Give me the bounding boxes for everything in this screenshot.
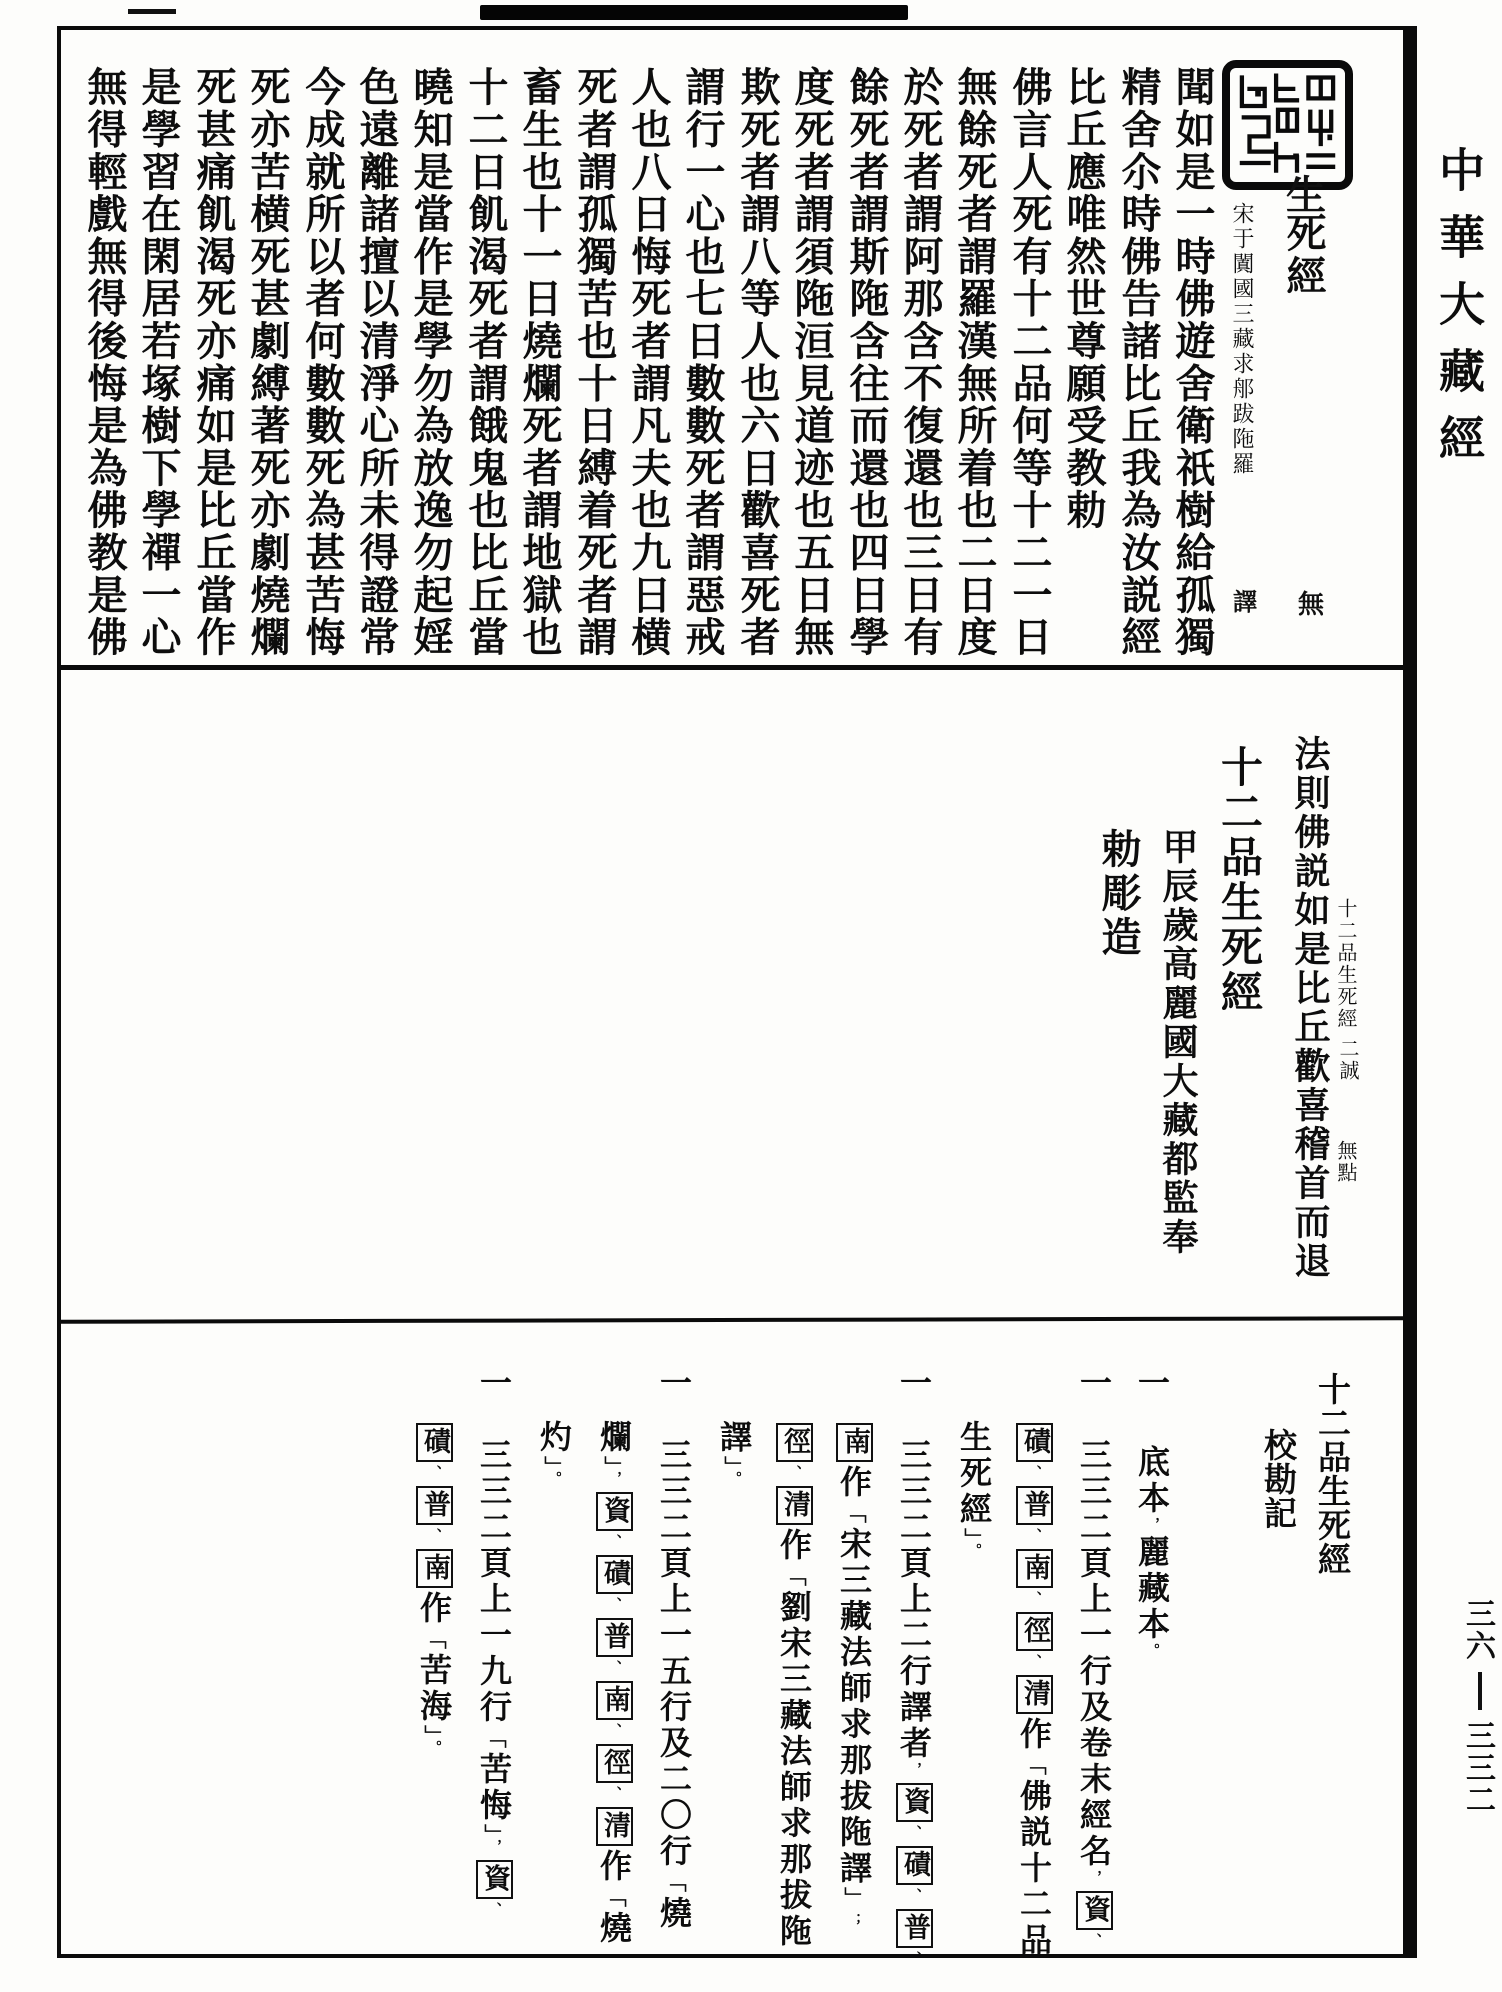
collation-note-column: 南作「宋三藏法師求那拔陁譯」；: [838, 1420, 870, 1931]
sutra-text-column: 無得輕戲無得後悔是為佛教是佛: [81, 66, 128, 659]
sutra-text-column: 欺死者謂八等人也六日歡喜死者: [734, 66, 781, 659]
collation-note-column: 底本，麗藏本。: [1133, 1445, 1171, 1661]
collation-note-column: 生死經」。: [955, 1420, 993, 1561]
sutra-text-column: 精舍尒時佛告諸比丘我為汝説經: [1115, 66, 1162, 659]
collation-note-column: 灼」。: [535, 1420, 573, 1489]
collation-subtitle: 校勘記: [1259, 1428, 1298, 1530]
section-divider-top: [61, 665, 1403, 670]
sutra-text-column: 人也八日悔死者謂凡夫也九日横: [625, 66, 672, 659]
collation-note-column: 三三二頁上一行及卷末經名，資、: [1075, 1438, 1113, 1951]
sutra-title-column: 死經: [1280, 212, 1327, 298]
sutra-text-column: 是學習在閑居若塚樹下學禪一心: [135, 66, 182, 659]
sutra-text-column: 畜生也十一日燒爛死者謂地獄也: [516, 66, 563, 659]
note-marker: 一: [1133, 1366, 1171, 1398]
sutra-text-column: 今成就所以者何數數死為甚苦悔: [299, 66, 346, 659]
sutra-text-column: 曉知是當作是學勿為放逸勿起婬: [407, 66, 454, 659]
sutra-text-column: 無餘死者謂羅漢無所着也二日度: [951, 66, 998, 659]
closing-line-column: 法則佛説如是比丘歡喜稽首而退: [1289, 735, 1331, 1281]
scan-artifact-streak: [128, 9, 176, 14]
end-title-column: 十二品生死經: [1215, 745, 1264, 1015]
collation-note-column: 三三二頁上二行譯者，資、磧、普、: [895, 1438, 933, 1969]
sutra-text-column: 佛言人死有十二品何等十二一日: [1006, 66, 1053, 659]
sutra-text-column: 聞如是一時佛遊舍衛祇樹給孤獨: [1169, 66, 1216, 659]
translator-column: 宋于闐國三藏求郍跋陁羅: [1229, 202, 1254, 477]
note-marker: 一: [1075, 1366, 1113, 1398]
collation-title: 十二品生死經: [1313, 1372, 1352, 1576]
collation-note-column: 爛」，資、磧、普、南、徑、清作「燒: [595, 1420, 633, 1947]
sutra-text-column: 度死者謂須陁洹見道迹也五日無: [788, 66, 835, 659]
page-number: 三三二: [1460, 1720, 1495, 1816]
sutra-text-column: 十二日飢渴死者謂餓鬼也比丘當: [462, 66, 509, 659]
marginal-note-extra: 無點: [1334, 1140, 1358, 1184]
sutra-text-column: 色遠離諸擅以清淨心所未得證常: [353, 66, 400, 659]
note-marker: 一: [475, 1366, 513, 1398]
collation-note-column: 磧、普、南、徑、清作「佛説十二品: [1018, 1420, 1050, 1959]
sutra-text-column: 於死者謂阿那含不復還也三日有: [897, 66, 944, 659]
page-number-dash: [1478, 1672, 1482, 1710]
colophon-column: 甲辰歲高麗國大藏都監奉: [1157, 828, 1199, 1257]
sutra-text-column: 謂行一心也七日數數死者謂惡戒: [679, 66, 726, 659]
note-marker: 一: [895, 1366, 933, 1398]
note-marker: 一: [655, 1366, 693, 1398]
collation-note-column: 徑、清作「劉宋三藏法師求那拔陁: [778, 1420, 810, 1950]
translator-role-char: 譯: [1233, 587, 1257, 616]
collation-note-column: 三三二頁上一五行及二〇行「燒: [655, 1438, 693, 1932]
title-obscured-char: 生: [1286, 172, 1326, 219]
collation-note-column: 譯」。: [715, 1420, 753, 1489]
collation-note-column: 三三二頁上一九行「苦悔」，資、: [475, 1438, 513, 1920]
canon-series-title: 中華大藏經: [1432, 146, 1486, 481]
case-character: 無: [1298, 590, 1325, 620]
sutra-text-column: 比丘應唯然世尊願受教勅: [1060, 66, 1107, 532]
collation-note-column: 磧、普、南作「苦海」。: [418, 1420, 450, 1758]
colophon-column-2: 勅彫造: [1095, 828, 1142, 960]
marginal-note-sheet: 二誠: [1336, 1038, 1360, 1082]
sutra-text-column: 死者謂孤獨苦也十日縛着死者謂: [571, 66, 618, 659]
sutra-text-column: 餘死者謂斯陁含往而還也四日學: [843, 66, 890, 659]
sutra-text-column: 死亦苦横死甚劇縛著死亦劇燒爛: [244, 66, 291, 659]
scan-artifact-bar: [480, 5, 908, 20]
marginal-note-title: 十二品生死經: [1334, 898, 1358, 1030]
sutra-text-column: 死甚痛飢渴死亦痛如是比丘當作: [190, 66, 237, 659]
volume-number: 三六: [1460, 1598, 1495, 1662]
